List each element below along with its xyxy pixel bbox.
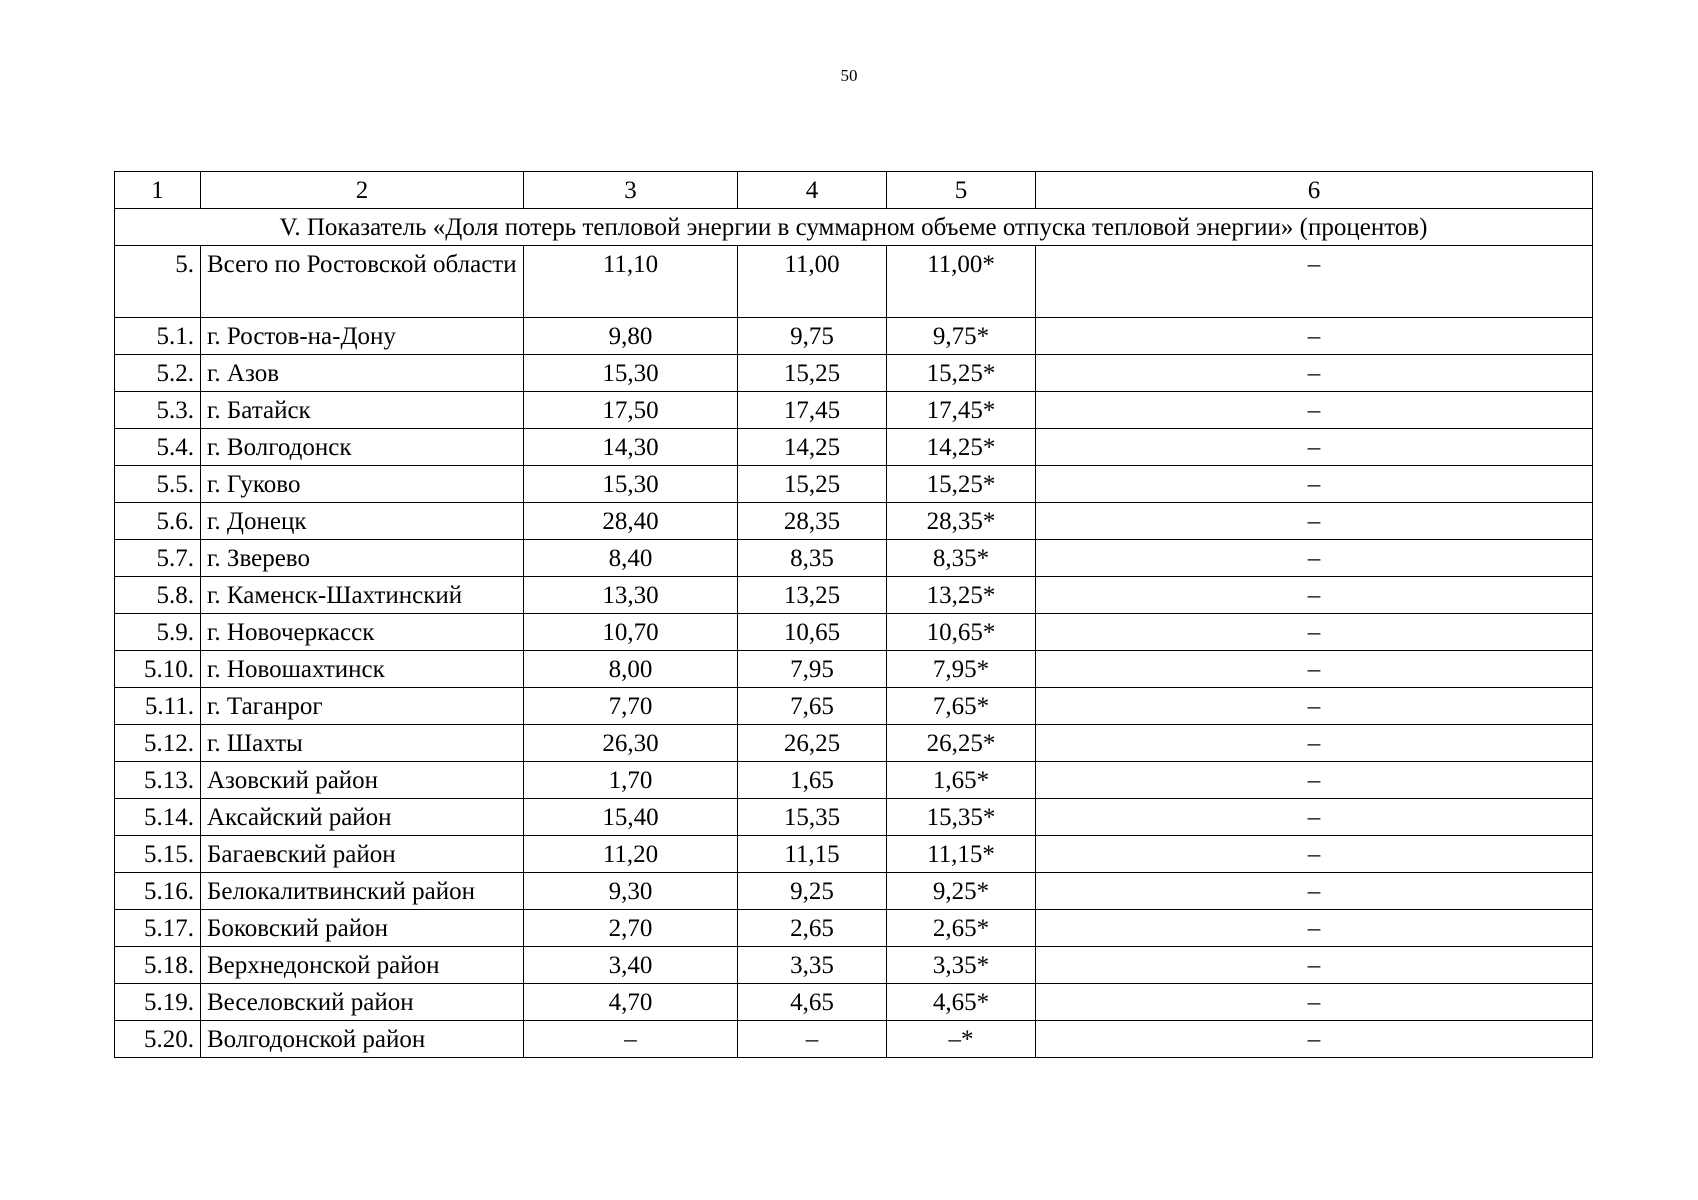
table-row: [115, 873, 1593, 910]
row-number: 5.10.: [115, 651, 201, 688]
table-body: [115, 172, 1593, 1058]
value-col-5: 10,65*: [887, 614, 1036, 651]
value-col-6: –: [1036, 984, 1593, 1021]
value-col-5: –*: [887, 1021, 1036, 1058]
value-col-6: –: [1036, 540, 1593, 577]
header-row: [115, 172, 1593, 209]
row-number: 5.12.: [115, 725, 201, 762]
value-col-3: 9,80: [524, 318, 738, 355]
value-col-5: 4,65*: [887, 984, 1036, 1021]
value-col-6: –: [1036, 503, 1593, 540]
value-col-6: –: [1036, 651, 1593, 688]
header-cell-3: 3: [524, 172, 738, 209]
value-col-3: 7,70: [524, 688, 738, 725]
table-row: [115, 651, 1593, 688]
value-col-4: 9,75: [738, 318, 887, 355]
value-col-4: 11,15: [738, 836, 887, 873]
row-number: 5.14.: [115, 799, 201, 836]
header-cell-1: 1: [115, 172, 201, 209]
value-col-6: –: [1036, 799, 1593, 836]
section-title: V. Показатель «Доля потерь тепловой энергии в суммарном объеме отпуска тепловой энергии» (процентов): [115, 209, 1593, 246]
row-number: 5.6.: [115, 503, 201, 540]
row-number: 5.1.: [115, 318, 201, 355]
value-col-5: 28,35*: [887, 503, 1036, 540]
row-name: г. Шахты: [201, 725, 524, 762]
row-name: г. Гуково: [201, 466, 524, 503]
value-col-5: 1,65*: [887, 762, 1036, 799]
value-col-5: 9,75*: [887, 318, 1036, 355]
value-col-5: 9,25*: [887, 873, 1036, 910]
row-name: Всего по Ростовской области: [201, 246, 524, 318]
row-name: Аксайский район: [201, 799, 524, 836]
row-number: 5.11.: [115, 688, 201, 725]
value-col-4: 15,35: [738, 799, 887, 836]
table-row: [115, 1021, 1593, 1058]
data-table: [114, 171, 1593, 1058]
value-col-3: 11,10: [524, 246, 738, 318]
table-row: [115, 503, 1593, 540]
table-row: [115, 246, 1593, 318]
value-col-4: 4,65: [738, 984, 887, 1021]
value-col-5: 14,25*: [887, 429, 1036, 466]
value-col-3: 17,50: [524, 392, 738, 429]
row-number: 5.20.: [115, 1021, 201, 1058]
row-number: 5.19.: [115, 984, 201, 1021]
row-number: 5.5.: [115, 466, 201, 503]
row-number: 5.3.: [115, 392, 201, 429]
value-col-5: 17,45*: [887, 392, 1036, 429]
value-col-6: –: [1036, 246, 1593, 318]
value-col-5: 7,65*: [887, 688, 1036, 725]
row-name: Волгодонской район: [201, 1021, 524, 1058]
table-row: [115, 540, 1593, 577]
table-row: [115, 688, 1593, 725]
row-number: 5.8.: [115, 577, 201, 614]
value-col-6: –: [1036, 355, 1593, 392]
row-name: г. Батайск: [201, 392, 524, 429]
value-col-3: 15,30: [524, 466, 738, 503]
row-name: г. Донецк: [201, 503, 524, 540]
value-col-6: –: [1036, 688, 1593, 725]
row-name: г. Волгодонск: [201, 429, 524, 466]
value-col-3: 14,30: [524, 429, 738, 466]
table-row: [115, 318, 1593, 355]
table-row: [115, 910, 1593, 947]
row-name: Азовский район: [201, 762, 524, 799]
value-col-3: 4,70: [524, 984, 738, 1021]
row-number: 5.4.: [115, 429, 201, 466]
value-col-3: 13,30: [524, 577, 738, 614]
value-col-3: 2,70: [524, 910, 738, 947]
row-name: Белокалитвинский район: [201, 873, 524, 910]
value-col-5: 8,35*: [887, 540, 1036, 577]
value-col-4: 26,25: [738, 725, 887, 762]
value-col-6: –: [1036, 947, 1593, 984]
row-number: 5.7.: [115, 540, 201, 577]
value-col-4: 15,25: [738, 355, 887, 392]
header-cell-4: 4: [738, 172, 887, 209]
row-number: 5.18.: [115, 947, 201, 984]
value-col-6: –: [1036, 318, 1593, 355]
value-col-4: 2,65: [738, 910, 887, 947]
value-col-3: 8,40: [524, 540, 738, 577]
table-row: [115, 947, 1593, 984]
row-number: 5.9.: [115, 614, 201, 651]
table-row: [115, 355, 1593, 392]
value-col-4: –: [738, 1021, 887, 1058]
value-col-5: 15,35*: [887, 799, 1036, 836]
value-col-4: 8,35: [738, 540, 887, 577]
value-col-6: –: [1036, 614, 1593, 651]
row-name: Верхнедонской район: [201, 947, 524, 984]
value-col-6: –: [1036, 466, 1593, 503]
value-col-4: 10,65: [738, 614, 887, 651]
value-col-6: –: [1036, 725, 1593, 762]
row-name: г. Зверево: [201, 540, 524, 577]
value-col-4: 1,65: [738, 762, 887, 799]
value-col-4: 11,00: [738, 246, 887, 318]
value-col-3: 28,40: [524, 503, 738, 540]
value-col-6: –: [1036, 910, 1593, 947]
value-col-5: 13,25*: [887, 577, 1036, 614]
section-row: [115, 209, 1593, 246]
value-col-3: 9,30: [524, 873, 738, 910]
value-col-6: –: [1036, 429, 1593, 466]
row-number: 5.15.: [115, 836, 201, 873]
row-name: г. Каменск-Шахтинский: [201, 577, 524, 614]
row-name: г. Таганрог: [201, 688, 524, 725]
table-row: [115, 577, 1593, 614]
row-number: 5.13.: [115, 762, 201, 799]
value-col-3: 8,00: [524, 651, 738, 688]
value-col-4: 13,25: [738, 577, 887, 614]
value-col-5: 15,25*: [887, 466, 1036, 503]
table-row: [115, 799, 1593, 836]
row-name: Веселовский район: [201, 984, 524, 1021]
table-row: [115, 429, 1593, 466]
table-row: [115, 466, 1593, 503]
table-row: [115, 762, 1593, 799]
value-col-3: 3,40: [524, 947, 738, 984]
value-col-6: –: [1036, 577, 1593, 614]
value-col-4: 9,25: [738, 873, 887, 910]
row-name: г. Новошахтинск: [201, 651, 524, 688]
value-col-3: 15,40: [524, 799, 738, 836]
table-row: [115, 984, 1593, 1021]
value-col-3: 11,20: [524, 836, 738, 873]
header-cell-6: 6: [1036, 172, 1593, 209]
row-number: 5.2.: [115, 355, 201, 392]
value-col-4: 7,65: [738, 688, 887, 725]
table-row: [115, 836, 1593, 873]
row-number: 5.: [115, 246, 201, 318]
value-col-5: 26,25*: [887, 725, 1036, 762]
value-col-4: 3,35: [738, 947, 887, 984]
value-col-3: 15,30: [524, 355, 738, 392]
row-name: г. Азов: [201, 355, 524, 392]
value-col-5: 7,95*: [887, 651, 1036, 688]
value-col-4: 7,95: [738, 651, 887, 688]
value-col-6: –: [1036, 392, 1593, 429]
table-row: [115, 392, 1593, 429]
row-name: г. Ростов-на-Дону: [201, 318, 524, 355]
row-name: Боковский район: [201, 910, 524, 947]
value-col-5: 15,25*: [887, 355, 1036, 392]
value-col-4: 28,35: [738, 503, 887, 540]
value-col-6: –: [1036, 873, 1593, 910]
page-number: 50: [840, 66, 858, 85]
value-col-5: 11,15*: [887, 836, 1036, 873]
table-row: [115, 614, 1593, 651]
value-col-4: 14,25: [738, 429, 887, 466]
row-name: г. Новочеркасск: [201, 614, 524, 651]
table-row: [115, 725, 1593, 762]
value-col-6: –: [1036, 836, 1593, 873]
value-col-6: –: [1036, 762, 1593, 799]
value-col-4: 17,45: [738, 392, 887, 429]
value-col-3: –: [524, 1021, 738, 1058]
value-col-3: 26,30: [524, 725, 738, 762]
row-name: Багаевский район: [201, 836, 524, 873]
value-col-5: 3,35*: [887, 947, 1036, 984]
value-col-3: 10,70: [524, 614, 738, 651]
header-cell-5: 5: [887, 172, 1036, 209]
value-col-3: 1,70: [524, 762, 738, 799]
value-col-5: 11,00*: [887, 246, 1036, 318]
row-number: 5.16.: [115, 873, 201, 910]
header-cell-2: 2: [201, 172, 524, 209]
value-col-5: 2,65*: [887, 910, 1036, 947]
value-col-6: –: [1036, 1021, 1593, 1058]
row-number: 5.17.: [115, 910, 201, 947]
value-col-4: 15,25: [738, 466, 887, 503]
